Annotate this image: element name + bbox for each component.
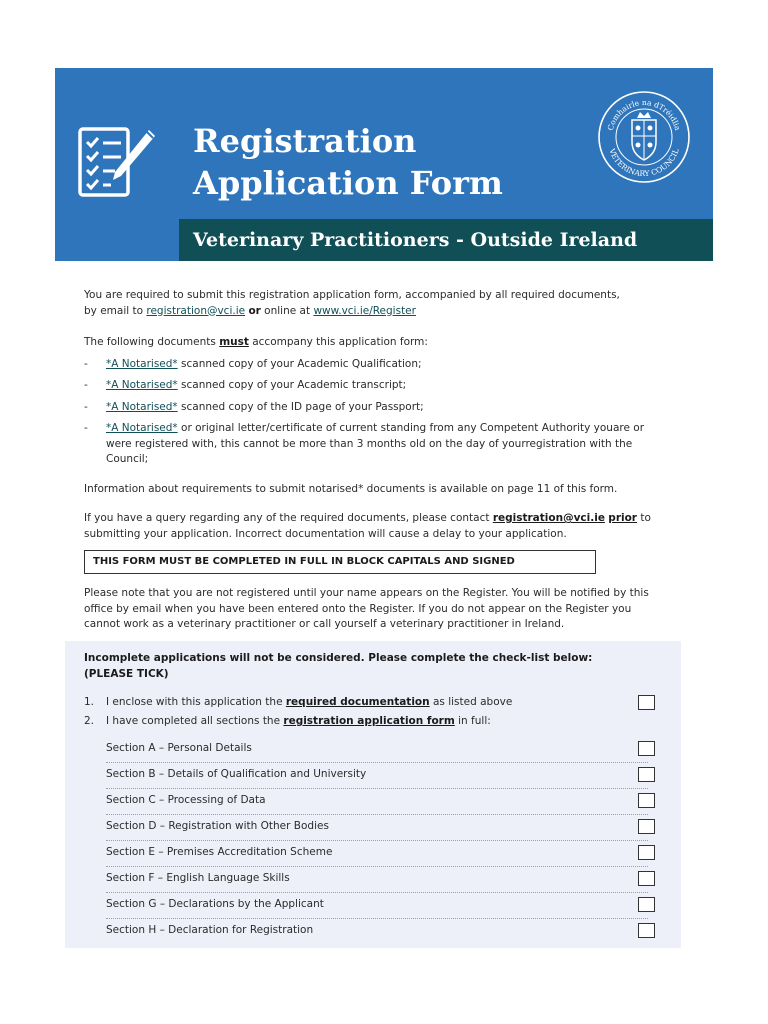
- list-dash: -: [84, 400, 88, 413]
- item-text-post: in full:: [454, 715, 491, 727]
- documents-lead: [84, 335, 664, 351]
- checklist-section-d: Section D – Registration with Other Bodies: [106, 818, 648, 841]
- intro-paragraph: [84, 288, 664, 319]
- checkbox-section-g[interactable]: [638, 897, 655, 912]
- must-text: must: [219, 336, 249, 348]
- block-capitals-notice: THIS FORM MUST BE COMPLETED IN FULL IN BLOCK CAPITALS AND SIGNED: [84, 550, 596, 574]
- checkbox-section-f[interactable]: [638, 871, 655, 886]
- query-email-link[interactable]: registration@vci.ie: [492, 512, 605, 524]
- document-text: scanned copy of the ID page of your Passport;: [177, 400, 424, 413]
- or-text: or: [248, 304, 261, 317]
- checklist-section-a: Section A – Personal Details: [106, 740, 648, 763]
- checklist-item-sections: [84, 713, 491, 729]
- list-dash: -: [84, 422, 88, 434]
- list-dash: -: [84, 379, 88, 391]
- title-line-2: Application Form: [193, 164, 503, 202]
- page-title: [193, 120, 503, 204]
- checklist-section-b: Section B – Details of Qualification and University: [106, 766, 648, 789]
- checklist-panel: [65, 641, 681, 948]
- veterinary-council-seal-icon: [597, 90, 691, 184]
- notarised-info: Information about requirements to submit notarised* documents is available on page 11 of this form.: [84, 482, 618, 495]
- list-dash: -: [84, 357, 88, 370]
- item-text-post: as listed above: [429, 696, 513, 708]
- notarised-link[interactable]: *A Notarised*: [106, 357, 178, 370]
- title-line-1: Registration: [193, 122, 417, 160]
- list-item: [84, 357, 664, 373]
- seal-text-top: Comhairle na dTréidlia: [605, 97, 683, 132]
- item-text-bold: required documentation: [285, 696, 430, 708]
- item-number: 1.: [84, 696, 95, 708]
- intro-line-1: You are required to submit this registration application form, accompanied by all required documents,: [84, 289, 620, 301]
- intro-line-2-text: by email to: [84, 304, 147, 317]
- header-banner: [55, 68, 713, 261]
- notarised-link[interactable]: *A Notarised*: [106, 422, 178, 434]
- checkbox-section-c[interactable]: [638, 793, 655, 808]
- list-item: [84, 378, 664, 394]
- checklist-section-g: Section G – Declarations by the Applicant: [106, 896, 648, 919]
- documents-lead-pre: The following documents: [84, 336, 220, 348]
- checklist-section-h: Section H – Declaration for Registration: [106, 924, 314, 936]
- checkbox-section-d[interactable]: [638, 819, 655, 834]
- item-text-pre: I have completed all sections the: [106, 715, 284, 727]
- checkbox-section-e[interactable]: [638, 845, 655, 860]
- checklist-pen-icon: [77, 126, 157, 200]
- checkbox-section-b[interactable]: [638, 767, 655, 782]
- checklist-section-c: Section C – Processing of Data: [106, 792, 648, 815]
- checkbox-section-a[interactable]: [638, 741, 655, 756]
- list-item: [84, 400, 664, 416]
- documents-list: [84, 357, 664, 468]
- item-number: 2.: [84, 715, 95, 727]
- seal-text-bottom: VETERINARY COUNCIL: [607, 147, 681, 179]
- intro-content: [84, 288, 664, 633]
- online-at-text: online at: [260, 304, 314, 317]
- checklist-section-e: Section E – Premises Accreditation Scheme: [106, 844, 648, 867]
- checklist-section-f: Section F – English Language Skills: [106, 870, 648, 893]
- list-item: [84, 421, 664, 468]
- register-note: Please note that you are not registered until your name appears on the Register. You will be notified by this office by email when you have been entered onto the Register. If you do not appear on the Register you cannot work as a veterinary practitioner or call yourself a veterinary practitioner in Ireland.: [84, 587, 649, 630]
- checkbox-required-documentation[interactable]: [638, 695, 655, 710]
- registration-email-link[interactable]: registration@vci.ie: [146, 304, 246, 317]
- checkbox-section-h[interactable]: [638, 923, 655, 938]
- document-text: scanned copy of your Academic Qualification;: [177, 357, 422, 370]
- query-paragraph: [84, 511, 664, 542]
- register-url-link[interactable]: www.vci.ie/Register: [313, 304, 416, 317]
- notarised-link[interactable]: *A Notarised*: [106, 400, 178, 413]
- item-text-bold: registration application form: [283, 715, 455, 727]
- checklist-item-documentation: [84, 694, 512, 710]
- checklist-heading-line-1: Incomplete applications will not be considered. Please complete the check-list below:: [84, 652, 593, 664]
- documents-lead-post: accompany this application form:: [248, 336, 428, 348]
- subtitle-bar: Veterinary Practitioners - Outside Ireland: [179, 219, 713, 261]
- document-text: scanned copy of your Academic transcript;: [177, 379, 407, 391]
- checklist-heading: [84, 650, 592, 682]
- item-text-pre: I enclose with this application the: [106, 696, 286, 708]
- notarised-link[interactable]: *A Notarised*: [106, 379, 178, 391]
- prior-text: prior: [608, 512, 637, 524]
- document-text: or original letter/certificate of current standing from any Competent Authority youare or were registered with, this cannot be more than 3 months old on the day of yourregistration with the Council;: [106, 422, 645, 465]
- checklist-heading-line-2: (PLEASE TICK): [84, 668, 169, 680]
- query-post: to submitting your application. Incorrect documentation will cause a delay to your application.: [84, 512, 651, 540]
- query-pre: If you have a query regarding any of the required documents, please contact: [84, 512, 493, 524]
